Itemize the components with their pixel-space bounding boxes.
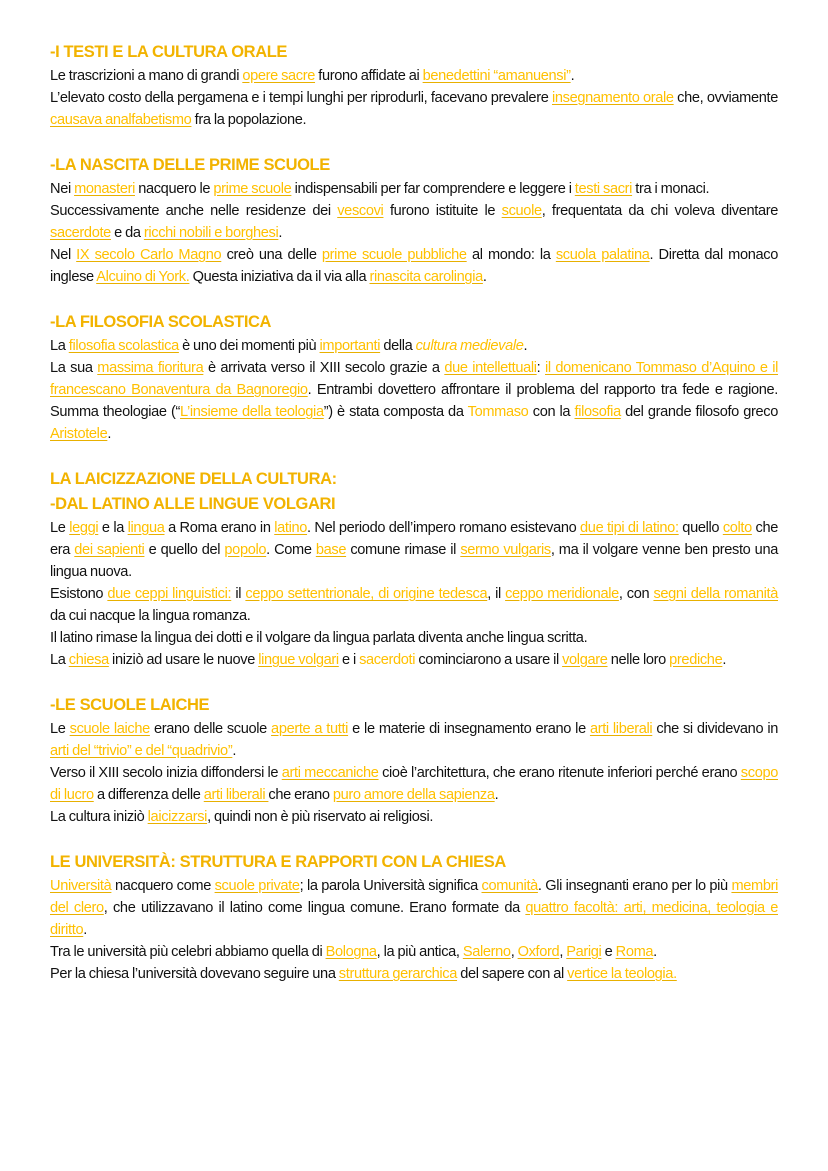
section	[50, 310, 778, 445]
body-text: :	[536, 360, 545, 376]
body-text: .	[653, 944, 657, 960]
highlighted-keyword: ceppo meridionale	[505, 586, 619, 602]
body-text: comune rimase il	[346, 542, 461, 558]
highlighted-keyword: il domenicano Tommaso d’Aquino e il francescano Bonaventura da Bagnoregio	[50, 360, 778, 398]
body-text: e quello del	[144, 542, 225, 558]
body-text: La cultura iniziò	[50, 809, 148, 825]
body-text: Il latino rimase la lingua dei dotti e il volgare da lingua parlata diventa anche lingua scritta.	[50, 630, 588, 646]
highlighted-keyword: base	[315, 542, 347, 558]
highlighted-keyword: Roma	[615, 944, 654, 960]
body-text: cominciarono a usare il	[415, 652, 563, 668]
highlighted-keyword: prime scuole	[213, 181, 292, 197]
paragraph	[50, 87, 778, 131]
body-text: nacquero le	[135, 181, 214, 197]
paragraph	[50, 718, 778, 762]
paragraph	[50, 806, 778, 828]
highlighted-keyword: prediche	[669, 652, 723, 668]
paragraph	[50, 627, 778, 649]
paragraph	[50, 875, 778, 941]
body-text: e la	[98, 520, 128, 536]
highlighted-text: cultura medievale	[415, 338, 524, 354]
paragraph	[50, 941, 778, 963]
paragraph	[50, 517, 778, 583]
paragraph	[50, 335, 778, 357]
body-text: Nei	[50, 181, 75, 197]
body-text: cioè l’architettura, che erano ritenute inferiori perché erano	[378, 765, 741, 781]
highlighted-keyword: vescovi	[337, 203, 384, 219]
body-text: ,	[559, 944, 567, 960]
section-heading: -LE SCUOLE LAICHE	[50, 696, 210, 714]
paragraph	[50, 200, 778, 244]
body-text: ; la parola Università significa	[299, 878, 482, 894]
body-text: è uno dei momenti più	[178, 338, 320, 354]
section	[50, 850, 778, 985]
section	[50, 693, 778, 828]
body-text: .	[482, 269, 487, 285]
section-heading: LE UNIVERSITÀ: STRUTTURA E RAPPORTI CON LA CHIESA	[50, 853, 506, 871]
highlighted-keyword: vertice la teologia.	[567, 966, 677, 982]
body-text: della	[380, 338, 416, 354]
body-text: Nel	[50, 247, 77, 263]
highlighted-keyword: arti meccaniche	[281, 765, 379, 781]
body-text: con la	[528, 404, 575, 420]
body-text: Verso il XIII secolo inizia diffondersi le	[50, 765, 282, 781]
highlighted-keyword: laicizzarsi	[147, 809, 208, 825]
section	[50, 467, 778, 671]
section	[50, 153, 778, 288]
highlighted-keyword: scuole	[501, 203, 542, 219]
body-text: nelle loro	[607, 652, 670, 668]
body-text: , ma il volgare venne ben presto una lingua nuova.	[50, 542, 778, 580]
highlighted-keyword: ceppo settentrionale, di origine tedesca	[245, 586, 488, 602]
highlighted-keyword: scuole laiche	[69, 721, 150, 737]
body-text: furono istituite le	[383, 203, 502, 219]
section-heading: LA LAICIZZAZIONE DELLA CULTURA:	[50, 470, 337, 488]
section	[50, 40, 778, 131]
highlighted-keyword: causava analfabetismo	[50, 112, 192, 128]
body-text: , il	[487, 586, 506, 602]
body-text: che era	[50, 520, 779, 558]
highlighted-keyword: comunità	[481, 878, 538, 894]
body-text: e da	[110, 225, 144, 241]
body-text: a differenza delle	[93, 787, 204, 803]
highlighted-keyword: filosofia scolastica	[68, 338, 179, 354]
highlighted-keyword: volgare	[562, 652, 608, 668]
body-text: , che utilizzavano il latino come lingua comune. Erano formate da	[103, 900, 526, 916]
highlighted-keyword: opere sacre	[242, 68, 316, 84]
body-text: , quindi non è più riservato ai religiosi.	[207, 809, 434, 825]
body-text: che si dividevano in	[652, 721, 778, 737]
highlighted-keyword: lingua	[127, 520, 165, 536]
highlighted-keyword: sermo vulgaris	[460, 542, 551, 558]
body-text: L’elevato costo della pergamena e i tempi lunghi per riprodurli, facevano prevalere	[50, 90, 552, 106]
body-text: Questa iniziativa da il via alla	[189, 269, 370, 285]
paragraph	[50, 762, 778, 806]
highlighted-keyword: popolo	[224, 542, 267, 558]
document-page	[50, 40, 778, 1007]
body-text: nacquero come	[111, 878, 215, 894]
body-text: che erano	[268, 787, 333, 803]
highlighted-keyword: sacerdote	[50, 225, 111, 241]
body-text: .	[232, 743, 237, 759]
highlighted-keyword: prime scuole pubbliche	[321, 247, 467, 263]
body-text: del sapere con al	[457, 966, 568, 982]
highlighted-keyword: Bologna	[325, 944, 377, 960]
highlighted-keyword: dei sapienti	[74, 542, 145, 558]
body-text: e	[601, 944, 616, 960]
highlighted-keyword: leggi	[69, 520, 99, 536]
paragraph	[50, 583, 778, 627]
highlighted-keyword: aperte a tutti	[271, 721, 349, 737]
body-text: . Come	[266, 542, 316, 558]
highlighted-keyword: L’insieme della teologia	[180, 404, 324, 420]
paragraph	[50, 649, 778, 671]
body-text: tra i monaci.	[632, 181, 710, 197]
highlighted-keyword: massima fioritura	[97, 360, 204, 376]
highlighted-keyword: scuole private	[214, 878, 300, 894]
highlighted-keyword: segni della romanità	[653, 586, 778, 602]
paragraph	[50, 357, 778, 445]
highlighted-keyword: ricchi nobili e borghesi	[143, 225, 279, 241]
body-text: .	[107, 426, 112, 442]
highlighted-keyword: scopo di lucro	[50, 765, 778, 803]
body-text: . Diretta dal monaco inglese	[50, 247, 778, 285]
highlighted-keyword: latino	[274, 520, 308, 536]
body-text: Tra le università più celebri abbiamo quella di	[50, 944, 326, 960]
section-heading: -DAL LATINO ALLE LINGUE VOLGARI	[50, 495, 336, 513]
highlighted-keyword: membri del clero	[50, 878, 778, 916]
highlighted-keyword: arti liberali	[203, 787, 269, 803]
body-text: indispensabili per far comprendere e leggere i	[291, 181, 575, 197]
section-heading: -LA FILOSOFIA SCOLASTICA	[50, 313, 272, 331]
body-text: Le trascrizioni a mano di grandi	[50, 68, 243, 84]
paragraph	[50, 178, 778, 200]
body-text: La	[50, 338, 69, 354]
highlighted-keyword: struttura gerarchica	[338, 966, 458, 982]
body-text: Esistono	[50, 586, 108, 602]
highlighted-keyword: importanti	[319, 338, 381, 354]
highlighted-keyword: filosofia	[574, 404, 621, 420]
highlighted-keyword: Università	[50, 878, 112, 894]
body-text: , frequentata da chi voleva diventare	[541, 203, 778, 219]
section-heading: -I TESTI E LA CULTURA ORALE	[50, 43, 287, 61]
body-text: , con	[618, 586, 654, 602]
body-text: fra la popolazione.	[191, 112, 307, 128]
body-text: .	[83, 922, 87, 938]
highlighted-keyword: due tipi di latino:	[580, 520, 679, 536]
highlighted-keyword: Parigi	[566, 944, 602, 960]
body-text: Per la chiesa l’università dovevano seguire una	[50, 966, 339, 982]
body-text: erano delle scuole	[149, 721, 272, 737]
highlighted-text: sacerdoti	[359, 652, 416, 668]
highlighted-keyword: due ceppi linguistici:	[107, 586, 232, 602]
body-text: La	[50, 652, 69, 668]
body-text: al mondo: la	[466, 247, 556, 263]
highlighted-keyword: due intellettuali	[444, 360, 537, 376]
body-text: Successivamente anche nelle residenze dei	[50, 203, 338, 219]
highlighted-keyword: testi sacri	[574, 181, 633, 197]
highlighted-keyword: benedettini “amanuensi”	[422, 68, 571, 84]
body-text: che, ovviamente	[673, 90, 778, 106]
body-text: creò una delle	[221, 247, 322, 263]
body-text: .	[570, 68, 575, 84]
body-text: ,	[510, 944, 518, 960]
body-text: e le materie di insegnamento erano le	[348, 721, 590, 737]
body-text: .	[494, 787, 499, 803]
body-text: e i	[338, 652, 360, 668]
paragraph	[50, 963, 778, 985]
body-text: a Roma erano in	[164, 520, 275, 536]
body-text: La sua	[50, 360, 98, 376]
body-text: . Gli insegnanti erano per lo più	[537, 878, 732, 894]
paragraph	[50, 244, 778, 288]
highlighted-keyword: monasteri	[74, 181, 135, 197]
highlighted-keyword: scuola palatina	[555, 247, 650, 263]
highlighted-keyword: IX secolo Carlo Magno	[76, 247, 222, 263]
paragraph	[50, 65, 778, 87]
highlighted-keyword: Aristotele	[50, 426, 108, 442]
body-text: .	[278, 225, 283, 241]
body-text: .	[722, 652, 727, 668]
highlighted-keyword: insegnamento orale	[551, 90, 674, 106]
body-text: da cui nacque la lingua romanza.	[50, 608, 251, 624]
body-text: , la più antica,	[376, 944, 463, 960]
highlighted-keyword: arti liberali	[589, 721, 653, 737]
highlighted-keyword: chiesa	[68, 652, 109, 668]
highlighted-text: Tommaso	[467, 404, 529, 420]
body-text: ”) è stata composta da	[323, 404, 468, 420]
body-text: furono affidate ai	[315, 68, 423, 84]
body-text: iniziò ad usare le nuove	[108, 652, 259, 668]
body-text: Le	[50, 721, 70, 737]
body-text: quello	[678, 520, 723, 536]
highlighted-keyword: arti del “trivio” e del “quadrivio”	[50, 743, 233, 759]
section-heading: -LA NASCITA DELLE PRIME SCUOLE	[50, 156, 330, 174]
body-text: del grande filosofo greco	[620, 404, 779, 420]
highlighted-keyword: quattro facoltà: arti, medicina, teologia e diritto	[50, 900, 778, 938]
highlighted-keyword: Alcuino di York.	[96, 269, 190, 285]
body-text: . Nel periodo dell’impero romano esistevano	[307, 520, 581, 536]
highlighted-keyword: rinascita carolingia	[369, 269, 483, 285]
body-text: . Entrambi dovettero affrontare il problema del rapporto tra fede e ragione. Summa theologiae (“	[50, 382, 778, 420]
body-text: è arrivata verso il XIII secolo grazie a	[203, 360, 445, 376]
highlighted-keyword: colto	[722, 520, 752, 536]
body-text: Le	[50, 520, 70, 536]
body-text: .	[523, 338, 528, 354]
highlighted-keyword: puro amore della sapienza	[332, 787, 495, 803]
highlighted-keyword: Salerno	[462, 944, 511, 960]
body-text: il	[231, 586, 246, 602]
highlighted-keyword: Oxford	[517, 944, 560, 960]
highlighted-keyword: lingue volgari	[258, 652, 339, 668]
